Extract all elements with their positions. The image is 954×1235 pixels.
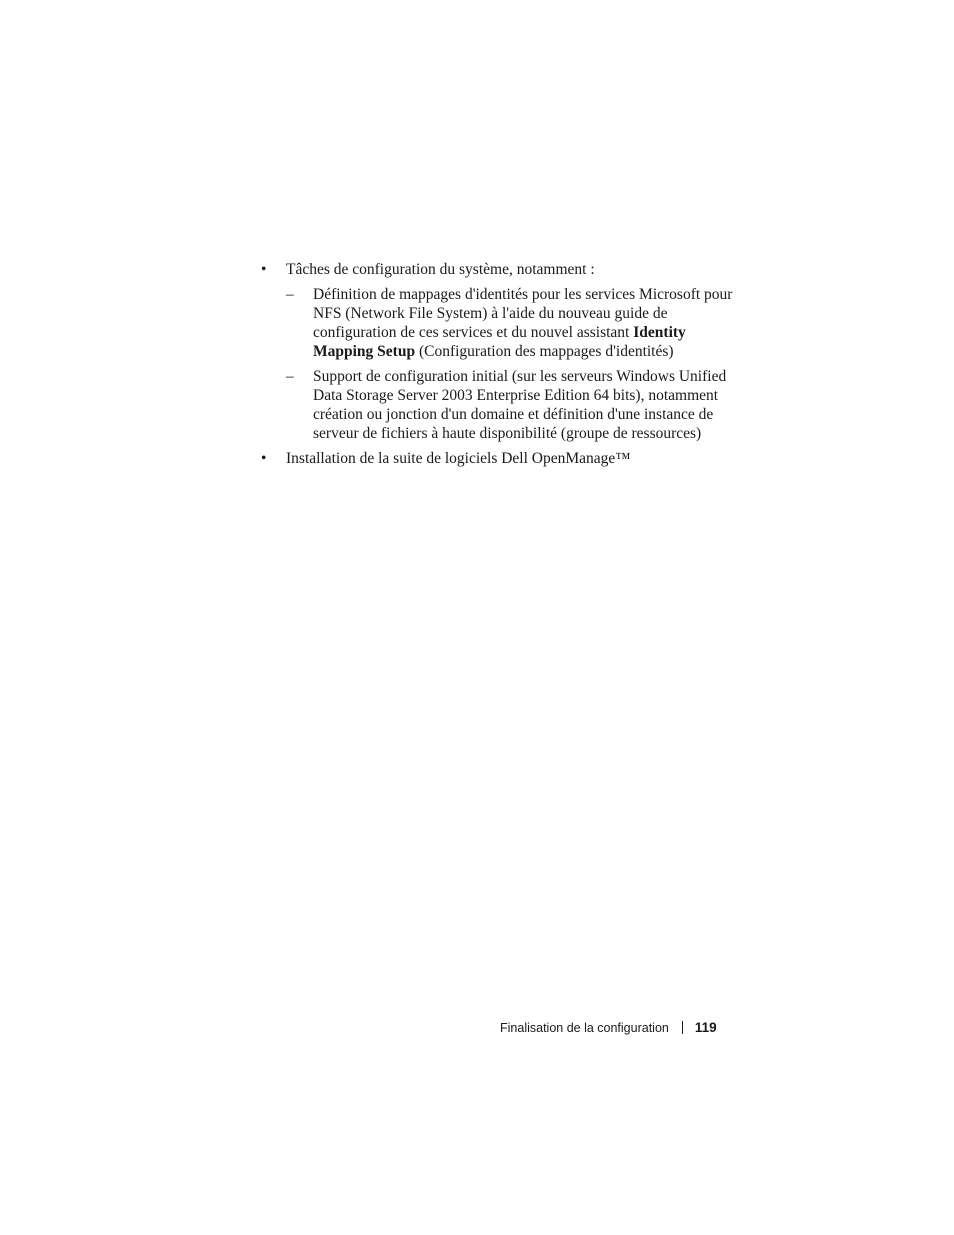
sub-list [286, 285, 733, 443]
dash-icon: – [286, 286, 294, 303]
page-footer [500, 1018, 730, 1038]
footer-section-title: Finalisation de la configuration [500, 1021, 669, 1035]
list-item-text: Tâches de configuration du système, notamment : [286, 261, 595, 278]
list-item-text: Installation de la suite de logiciels Dell OpenManage™ [286, 450, 631, 467]
sub-item-text-start: Définition de mappages d'identités pour les services Microsoft pour NFS (Network File System) à l'aide du nouveau guide de configuration de ces services et du nouvel assistant [313, 286, 733, 341]
list-item [258, 260, 733, 443]
sub-item-text: Support de configuration initial (sur les serveurs Windows Unified Data Storage Server 2003 Enterprise Edition 64 bits), notamment création ou jonction d'un domaine et définition d'une instance de serveur de fichiers à haute disponibilité (groupe de ressources) [313, 368, 727, 442]
list-item [258, 449, 733, 468]
footer-divider [682, 1021, 683, 1034]
page-number: 119 [694, 1020, 717, 1035]
bullet-icon: • [261, 261, 267, 278]
sub-list-item [286, 367, 733, 443]
sub-item-text-bold: Identity Mapping Setup [313, 324, 686, 360]
bullet-icon: • [261, 450, 267, 467]
sub-list-item [286, 285, 733, 361]
dash-icon: – [286, 368, 294, 385]
sub-item-text-end: (Configuration des mappages d'identités) [415, 343, 674, 360]
document-body [258, 260, 733, 474]
